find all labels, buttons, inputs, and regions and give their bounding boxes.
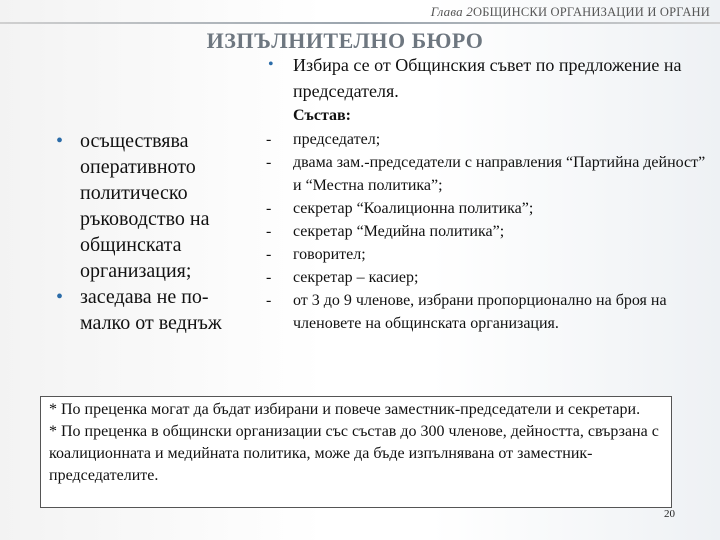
member-item	[260, 197, 715, 220]
member-item	[260, 243, 715, 266]
bullet-icon: •	[56, 130, 64, 152]
dash-icon: -	[266, 292, 272, 309]
dash-icon: -	[266, 223, 272, 240]
intro-bullet	[260, 52, 715, 104]
member-text: секретар “Медийна политика”;	[293, 223, 505, 240]
member-item	[260, 266, 715, 289]
slide-title: ИЗПЪЛНИТЕЛНО БЮРО	[206, 28, 484, 53]
dash-icon: -	[266, 154, 272, 171]
member-item	[260, 151, 715, 197]
dash-icon: -	[266, 131, 272, 148]
chapter-header	[431, 4, 710, 20]
dash-icon: -	[266, 269, 272, 286]
member-item	[260, 220, 715, 243]
left-bullet-item	[50, 284, 250, 336]
note-text: * По преценка могат да бъдат избирани и повече заместник-председатели и секретари.	[49, 401, 641, 418]
dash-icon: -	[266, 246, 272, 263]
notes-box	[40, 396, 672, 508]
left-bullet-text: осъществява оперативното политическо ръководство на общинската организация;	[80, 130, 210, 282]
member-item	[260, 289, 715, 335]
member-item	[260, 128, 715, 151]
chapter-number: Глава 2	[430, 4, 473, 19]
header-divider	[0, 22, 720, 24]
member-text: секретар – касиер;	[293, 269, 419, 286]
left-bullet-item	[50, 128, 250, 284]
left-bullet-list	[50, 128, 250, 336]
composition-label: Състав:	[293, 107, 352, 124]
member-text: секретар “Коалиционна политика”;	[293, 200, 534, 217]
bullet-icon: •	[268, 56, 274, 73]
member-list	[260, 128, 715, 335]
left-bullet-text: заседава не по-малко от веднъж	[80, 286, 222, 334]
member-text: председател;	[293, 131, 381, 148]
member-text: говорител;	[293, 246, 366, 263]
intro-text: Избира се от Общинския съвет по предложение на председателя.	[293, 55, 682, 101]
chapter-title: ОБЩИНСКИ ОРГАНИЗАЦИИ И ОРГАНИ	[473, 5, 710, 19]
dash-icon: -	[266, 200, 272, 217]
note-text: * По преценка в общински организации със състав до 300 членове, дейността, свързана с коалиционната и медийната политика, може да бъде изпълнявана от заместник-председателите.	[49, 423, 659, 484]
member-text: от 3 до 9 членове, избрани пропорционално на броя на членовете на общинската организация.	[293, 292, 667, 332]
page-number: 20	[664, 508, 675, 520]
bullet-icon: •	[56, 286, 64, 308]
right-content	[260, 52, 715, 335]
member-text: двама зам.-председатели с направления “Партийна дейност” и “Местна политика”;	[293, 154, 706, 194]
